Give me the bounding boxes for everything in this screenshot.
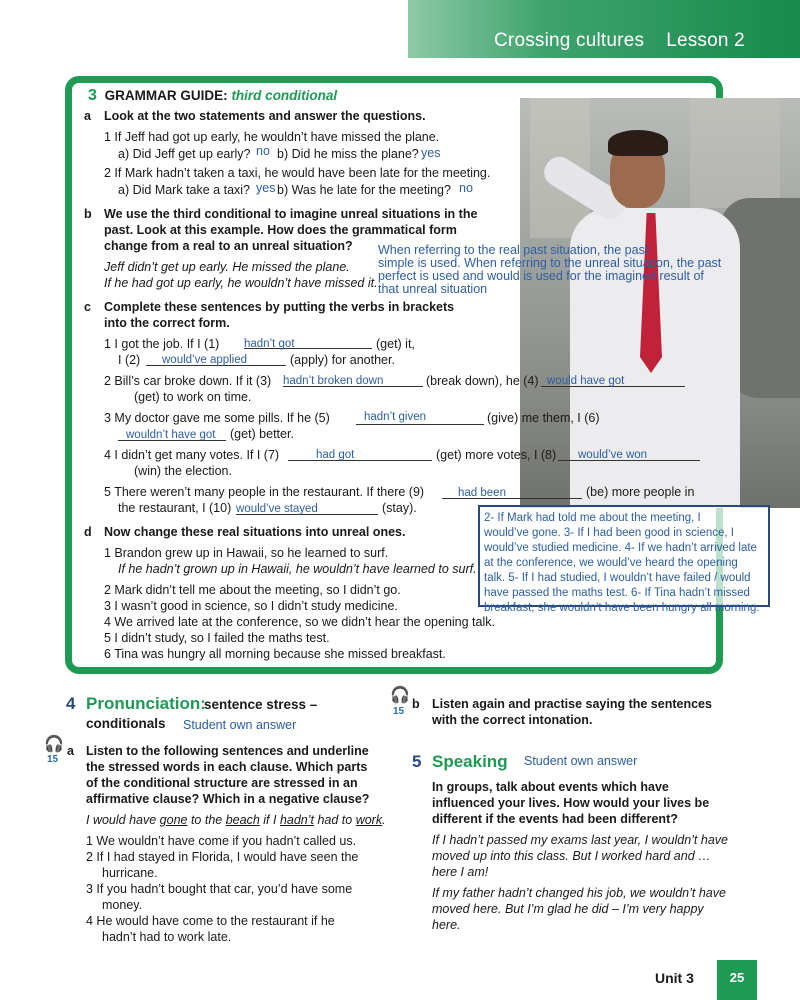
item-b-instruction-1: We use the third conditional to imagine unreal situations in the <box>104 207 478 221</box>
pronunciation-s2b: hurricane. <box>102 866 158 880</box>
answer-10: would’ve stayed <box>236 503 318 515</box>
item-b-answer-1: When referring to the real past situation, the past <box>378 243 649 257</box>
item-c-s2-c: (get) to work on time. <box>134 390 252 404</box>
pronunciation-s3a: 3 If you hadn’t bought that car, you’d have some <box>86 882 353 896</box>
footer-unit: Unit 3 <box>655 970 694 986</box>
item-a-q1a-answer: no <box>256 144 270 158</box>
item-a-label: a <box>84 109 91 123</box>
blank-4[interactable] <box>541 373 685 387</box>
grammar-title-prefix: GRAMMAR GUIDE: <box>104 88 228 103</box>
item-a-q1a: a) Did Jeff get up early? <box>118 147 251 161</box>
item-c-instruction-2: into the correct form. <box>104 316 230 330</box>
pronunciation-s3b: money. <box>102 898 143 912</box>
answer-5: hadn’t given <box>364 411 427 423</box>
item-a-instruction: Look at the two statements and answer the questions. <box>104 109 426 123</box>
blank-8[interactable] <box>558 447 700 461</box>
item-d-answer-line: 2- If Mark had told me about the meeting, I <box>484 512 701 524</box>
hair-shape <box>608 130 668 156</box>
answer-2: would’ve applied <box>162 354 248 366</box>
item-a-q2: 2 If Mark hadn’t taken a taxi, he would have been late for the meeting. <box>104 166 491 180</box>
blank-1[interactable] <box>244 336 372 349</box>
grammar-title <box>88 87 337 105</box>
pronunciation-number: 4 <box>66 694 76 713</box>
item-c-s1-a: 1 I got the job. If I (1) <box>104 337 220 351</box>
item-a-q2a: a) Did Mark take a taxi? <box>118 183 250 197</box>
pronunciation-a-line-3: of the conditional structure are stressed in an <box>86 776 358 790</box>
speaking-example-1b: moved up into this class. But I worked hard and … <box>432 849 711 863</box>
pronunciation-a-line-1: Listen to the following sentences and underline <box>86 744 369 758</box>
item-c-s5-a: 5 There weren’t many people in the restaurant. If there (9) <box>104 485 425 499</box>
stressed-word: work <box>355 813 383 827</box>
item-c-s3-b: (give) me them, I (6) <box>487 411 600 425</box>
item-c-s1-b: (get) it, <box>376 337 415 351</box>
item-c-s1-c: I (2) <box>118 353 141 367</box>
item-d-s5: 5 I didn’t study, so I failed the maths test. <box>104 631 330 645</box>
item-d-answer-line: talk. 5- If I had studied, I wouldn’t have failed / would <box>484 572 751 584</box>
example-text: if I <box>259 813 280 827</box>
stressed-word: hadn’t <box>279 813 314 827</box>
example-text: I would have <box>86 813 160 827</box>
item-b-answer-3: perfect is used and would is used for the imagined result of <box>378 269 704 283</box>
stressed-word: beach <box>225 813 260 827</box>
pronunciation-subtitle-2: conditionals <box>86 716 166 731</box>
item-d-label: d <box>84 525 92 539</box>
speaking-instruction-2: influenced your lives. How would your lives be <box>432 796 710 810</box>
blank-3[interactable] <box>283 373 423 387</box>
answer-3: hadn’t broken down <box>283 375 384 387</box>
speaking-example-2c: here. <box>432 918 461 932</box>
speaking-example-2a: If my father hadn’t changed his job, we wouldn’t have <box>432 886 726 900</box>
item-c-s3-c: (get) better. <box>230 427 294 441</box>
answer-4: would have got <box>547 375 625 387</box>
example-text: had to <box>314 813 356 827</box>
item-b-answer-4: that unreal situation <box>378 282 488 296</box>
item-d-s3: 3 I wasn’t good in science, so I didn’t study medicine. <box>104 599 398 613</box>
track-number: 15 <box>47 754 59 765</box>
item-b-example-1: Jeff didn’t get up early. He missed the plane. <box>104 260 350 274</box>
pronunciation-title: Pronunciation: <box>86 694 206 713</box>
item-d-instruction: Now change these real situations into unreal ones. <box>104 525 406 539</box>
blank-5[interactable] <box>356 409 484 425</box>
speaking-instruction-1: In groups, talk about events which have <box>432 780 669 794</box>
stressed-word: gone <box>159 813 188 827</box>
item-a-q1b: b) Did he miss the plane? <box>277 147 419 161</box>
item-d-answer-box <box>478 505 770 614</box>
headphones-icon[interactable]: 🎧 <box>390 687 410 704</box>
pronunciation-a-line-2: the stressed words in each clause. Which parts <box>86 760 368 774</box>
item-a-q1: 1 If Jeff had got up early, he wouldn’t have missed the plane. <box>104 130 440 144</box>
item-c-s4-c: (win) the election. <box>134 464 232 478</box>
item-b-label: b <box>84 207 92 221</box>
item-b-example-2: If he had got up early, he wouldn’t have missed it. <box>104 276 378 290</box>
item-d-answer-line: would’ve gone. 3- If I had been good in science, I <box>484 527 734 539</box>
pronunciation-b-label: b <box>412 697 420 711</box>
speaking-instruction-3: different if the events had been different? <box>432 812 678 826</box>
item-b-answer-2: simple is used. When referring to the unreal situation, the past <box>378 256 722 270</box>
section-number: 3 <box>88 87 97 104</box>
item-c-s4-a: 4 I didn’t get many votes. If I (7) <box>104 448 280 462</box>
speaking-student-answer: Student own answer <box>524 754 638 768</box>
pronunciation-a-line-4: affirmative clause? Which in a negative clause? <box>86 792 370 806</box>
item-c-s5-b: (be) more people in <box>586 485 695 499</box>
pronunciation-s2a: 2 If I had stayed in Florida, I would have seen the <box>86 850 359 864</box>
blank-10[interactable] <box>236 501 378 515</box>
item-d-s6: 6 Tina was hungry all morning because she missed breakfast. <box>104 647 446 661</box>
speaking-example-1c: here I am! <box>432 865 489 879</box>
grammar-topic: third conditional <box>231 88 338 103</box>
item-c-label: c <box>84 300 91 314</box>
blank-9[interactable] <box>442 485 582 499</box>
header-title <box>494 30 767 52</box>
item-c-s2-a: 2 Bill’s car broke down. If it (3) <box>104 374 272 388</box>
building-shape <box>690 98 780 208</box>
blank-7[interactable] <box>288 447 432 461</box>
item-d-answer-line: breakfast, she wouldn’t have been hungry all morning. <box>484 602 760 614</box>
item-a-q2a-answer: yes <box>256 181 276 195</box>
blank-2[interactable] <box>146 352 286 366</box>
item-d-answer-line: at the conference, we would’ve heard the opening <box>484 557 738 569</box>
pronunciation-b-line-2: with the correct intonation. <box>432 713 593 727</box>
pronunciation-s4b: hadn’t had to work late. <box>102 930 232 944</box>
speaking-example-1a: If I hadn’t passed my exams last year, I wouldn’t have <box>432 833 728 847</box>
item-c-instruction-1: Complete these sentences by putting the verbs in brackets <box>104 300 455 314</box>
item-d-s1: 1 Brandon grew up in Hawaii, so he learned to surf. <box>104 546 389 560</box>
item-a-q1b-answer: yes <box>421 146 441 160</box>
blank-6[interactable] <box>118 427 226 441</box>
speaking-title: Speaking <box>432 752 508 771</box>
item-d-s2: 2 Mark didn’t tell me about the meeting, so I didn’t go. <box>104 583 401 597</box>
item-c-s4-b: (get) more votes, I (8) <box>436 448 557 462</box>
header-band <box>408 0 800 58</box>
lesson-name: Lesson 2 <box>666 30 745 51</box>
speaking-example-2b: moved here. But I’m glad he did – I’m very happy <box>432 902 704 916</box>
item-a-q2b: b) Was he late for the meeting? <box>277 183 451 197</box>
pronunciation-b-line-1: Listen again and practise saying the sentences <box>432 697 712 711</box>
item-c-s2-b: (break down), he (4) <box>426 374 539 388</box>
item-c-s3-a: 3 My doctor gave me some pills. If he (5) <box>104 411 330 425</box>
pronunciation-s4a: 4 He would have come to the restaurant if he <box>86 914 335 928</box>
pronunciation-s1: 1 We wouldn’t have come if you hadn’t called us. <box>86 834 357 848</box>
answer-8: would’ve won <box>578 449 648 461</box>
speaking-number: 5 <box>412 752 422 771</box>
item-b-instruction-2: past. Look at this example. How does the grammatical form <box>104 223 457 237</box>
item-c-s1-d: (apply) for another. <box>290 353 395 367</box>
item-a-q2b-answer: no <box>459 181 473 195</box>
answer-6: wouldn’t have got <box>126 429 216 441</box>
example-text: to the <box>187 813 226 827</box>
pronunciation-student-answer: Student own answer <box>183 718 297 732</box>
example-text: . <box>382 813 386 827</box>
item-b-instruction-3: change from a real to an unreal situation? <box>104 239 353 253</box>
section-name: Crossing cultures <box>494 30 645 51</box>
item-d-s4: 4 We arrived late at the conference, so we didn’t hear the opening talk. <box>104 615 495 629</box>
item-c-s5-d: (stay). <box>382 501 417 515</box>
item-d-answer-line: have passed the maths test. 6- If Tina hadn’t missed <box>484 587 750 599</box>
item-d-s1-example: If he hadn’t grown up in Hawaii, he wouldn’t have learned to surf. <box>118 562 477 576</box>
pronunciation-example <box>86 813 386 827</box>
answer-7: had got <box>316 449 355 461</box>
track-number: 15 <box>393 706 405 717</box>
headphones-icon[interactable]: 🎧 <box>44 736 64 753</box>
answer-1: hadn’t got <box>244 338 295 350</box>
item-d-answer-line: would’ve studied medicine. 4- If we hadn’t arrived late <box>484 542 757 554</box>
answer-9: had been <box>458 487 506 499</box>
item-c-s5-c: the restaurant, I (10) <box>118 501 232 515</box>
pronunciation-a-label: a <box>67 744 74 758</box>
pronunciation-subtitle-1: sentence stress – <box>204 697 318 712</box>
page-number: 25 <box>717 960 757 1000</box>
